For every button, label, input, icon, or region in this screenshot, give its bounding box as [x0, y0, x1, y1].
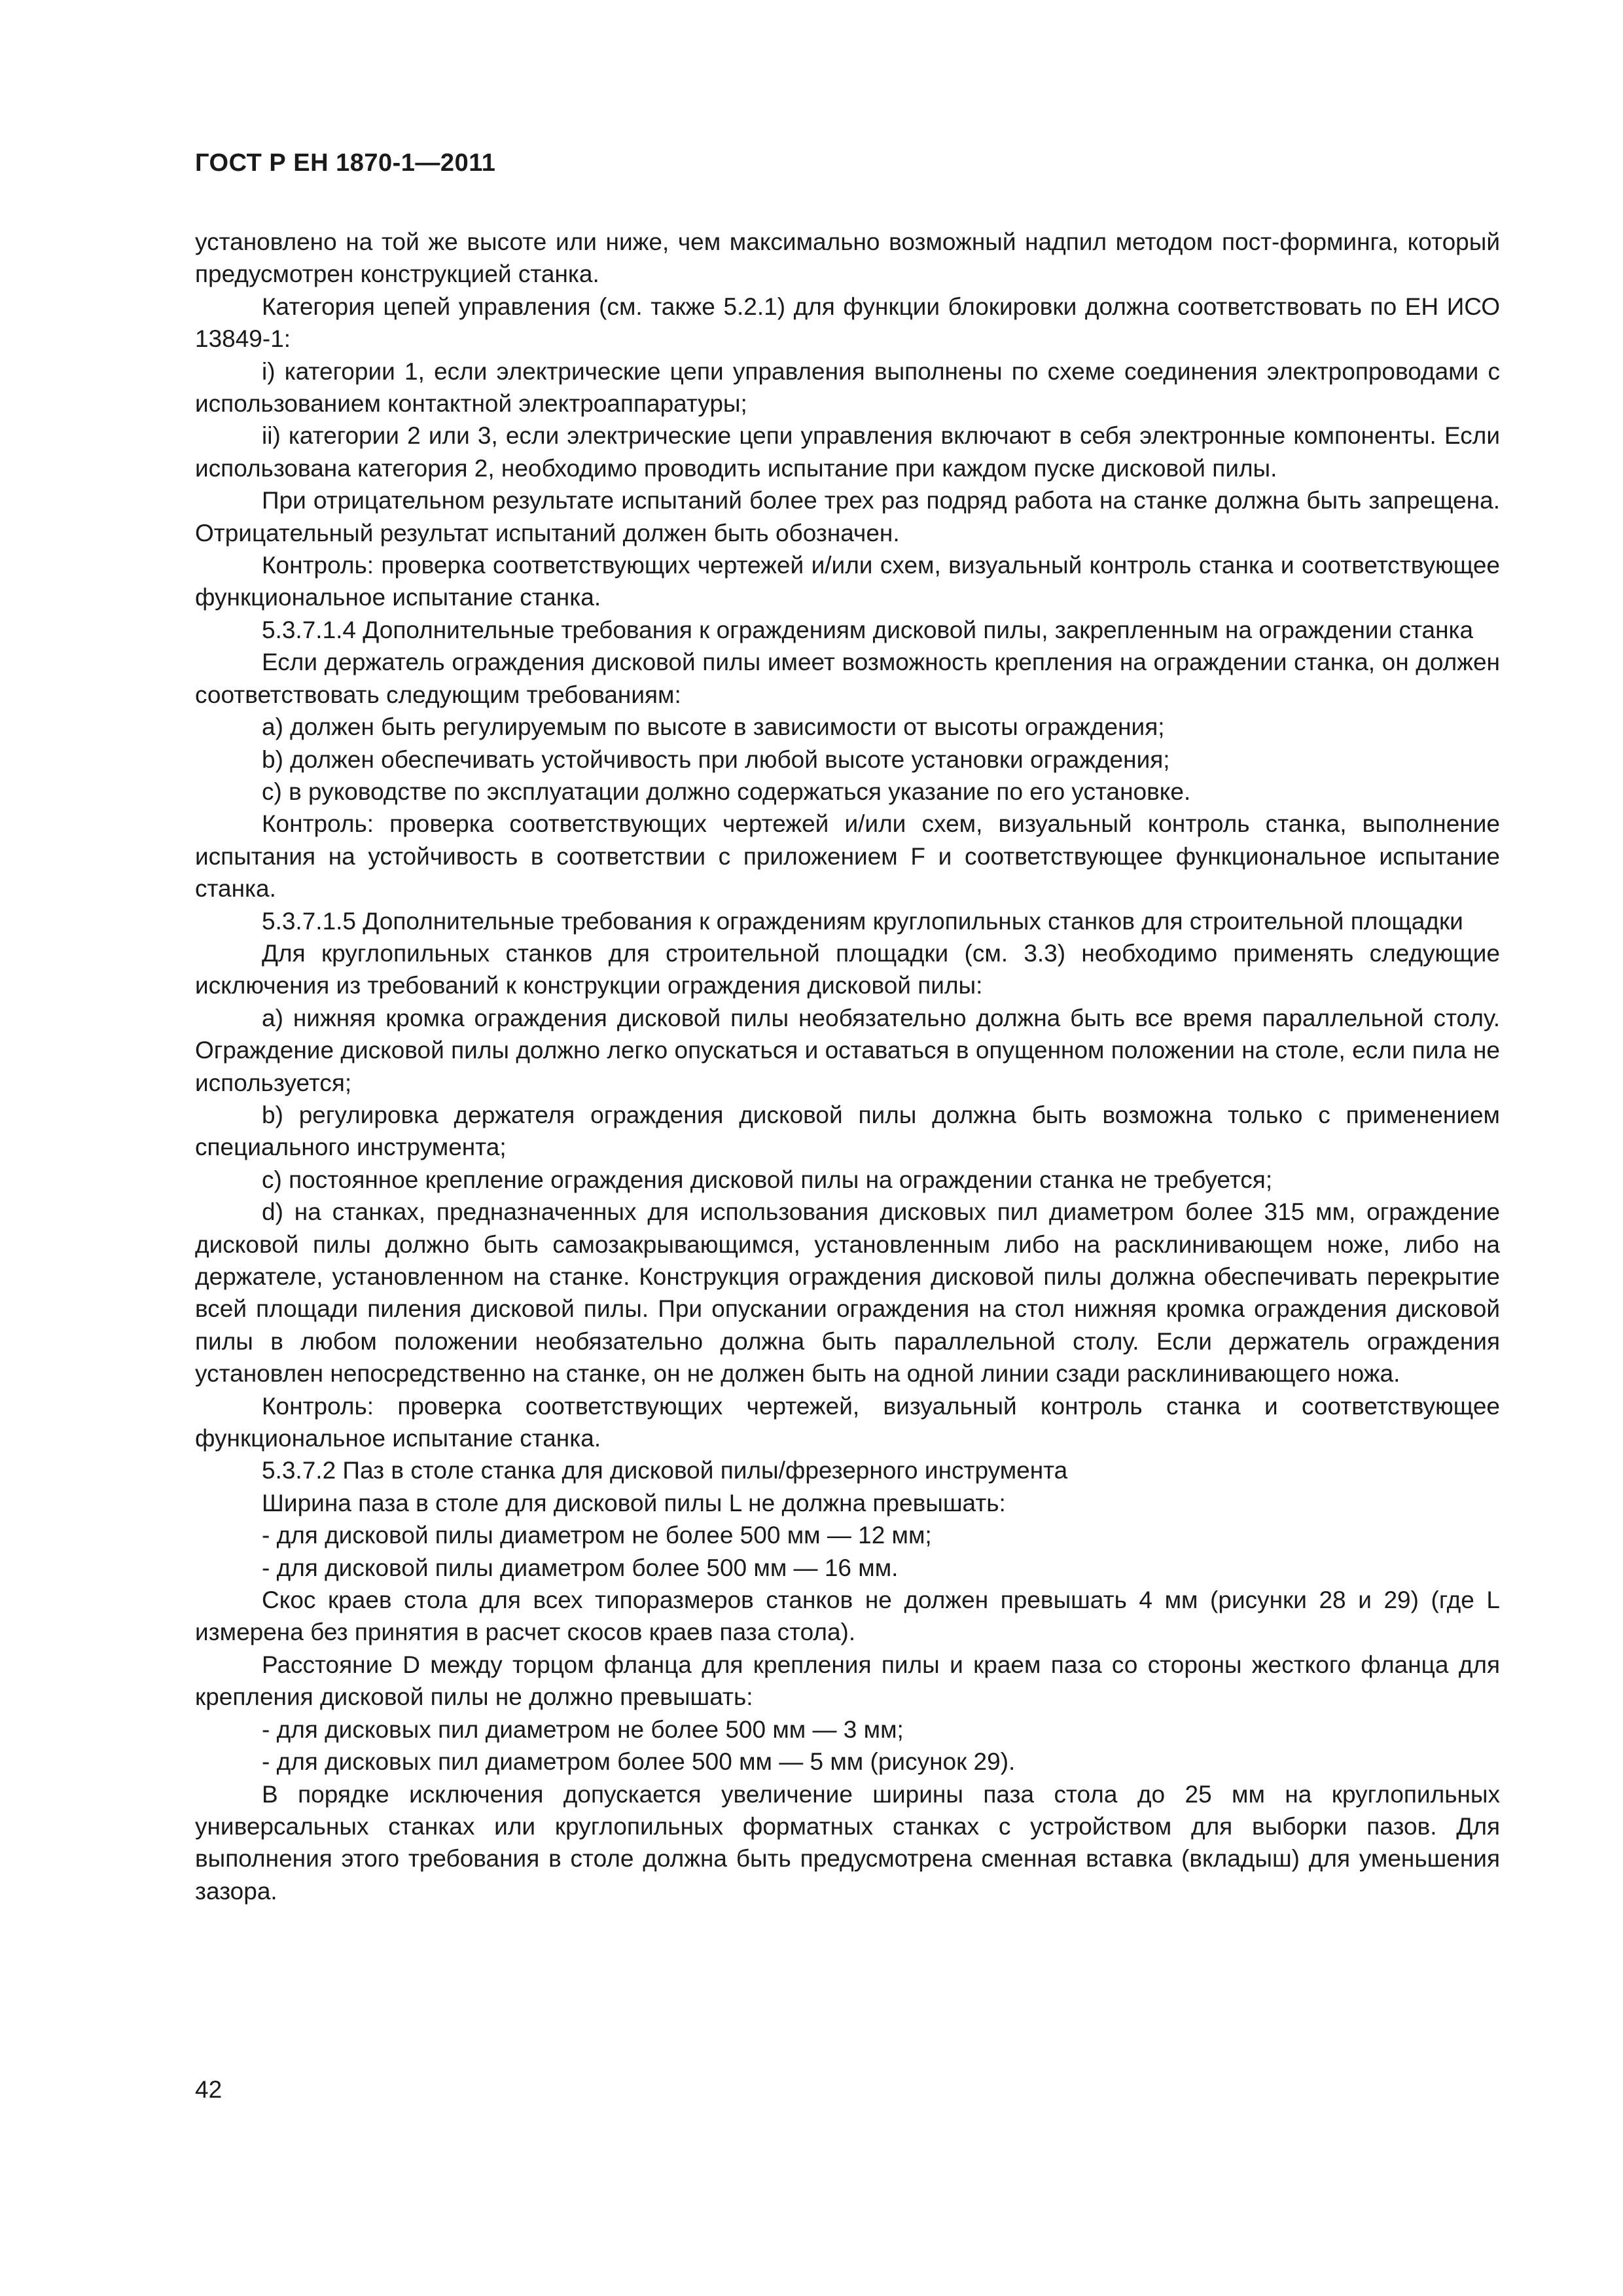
paragraph: Ширина паза в столе для дисковой пилы L не должна превышать: [262, 1489, 1006, 1516]
list-item: - для дисковой пилы диаметром более 500 мм — 16 мм. [262, 1554, 899, 1581]
paragraph: установлено на той же высоте или ниже, чем максимально возможный надпил методом пост-форминга, который предусмотрен конструкцией станка. [195, 228, 1500, 288]
paragraph: Для круглопильных станков для строительной площадки (см. 3.3) необходимо применять следующие исключения из требований к конструкции ограждения дисковой пилы: [195, 939, 1500, 999]
list-item: - для дисковых пил диаметром более 500 мм — 5 мм (рисунок 29). [262, 1748, 1016, 1776]
paragraph: Скос краев стола для всех типоразмеров станков не должен превышать 4 мм (рисунки 28 и 29) (где L измерена без принятия в расчет скосов краев паза стола). [195, 1587, 1500, 1646]
paragraph: Категория цепей управления (см. также 5.2.1) для функции блокировки должна соответствовать по ЕН ИСО 13849-1: [195, 293, 1500, 353]
paragraph: Если держатель ограждения дисковой пилы имеет возможность крепления на ограждении станка, он должен соответствовать следующим требованиям: [195, 649, 1500, 708]
list-item: i) категории 1, если электрические цепи управления выполнены по схеме соединения электропроводами с использованием контактной электроаппаратуры; [195, 357, 1500, 418]
control-note: Контроль: проверка соответствующих чертежей и/или схем, визуальный контроль станка, выполнение испытания на устойчивость в соответствии с приложением F и соответствующее функциональное испытание станка. [195, 810, 1500, 903]
control-note: Контроль: проверка соответствующих чертежей, визуальный контроль станка и соответствующее функциональное испытание станка. [195, 1392, 1500, 1452]
paragraph: В порядке исключения допускается увеличение ширины паза стола до 25 мм на круглопильных универсальных станках или круглопильных форматных станках с устройством для выборки пазов. Для выполнения этого требования в столе должна быть предусмотрена сменная вставка (вкладыш) для уменьшения зазора. [195, 1780, 1500, 1905]
list-item: - для дисковых пил диаметром не более 500 мм — 3 мм; [262, 1715, 904, 1743]
section-heading: 5.3.7.2 Паз в столе станка для дисковой пилы/фрезерного инструмента [262, 1457, 1068, 1484]
list-item: b) регулировка держателя ограждения дисковой пилы должна быть возможна только с применением специального инструмента; [195, 1101, 1500, 1161]
list-item: a) нижняя кромка ограждения дисковой пилы необязательно должна быть все время параллельной столу. Ограждение дисковой пилы должно легко опускаться и оставаться в опущенном положении на столе, если пила не используется; [195, 1004, 1500, 1096]
paragraph: При отрицательном результате испытаний более трех раз подряд работа на станке должна быть запрещена. Отрицательный результат испытаний должен быть обозначен. [195, 487, 1500, 547]
list-item: - для дисковой пилы диаметром не более 500 мм — 12 мм; [262, 1522, 932, 1549]
section-heading: 5.3.7.1.5 Дополнительные требования к ограждениям круглопильных станков для строительной площадки [262, 907, 1463, 935]
page-number: 42 [195, 2076, 223, 2103]
list-item: ii) категории 2 или 3, если электрические цепи управления включают в себя электронные компоненты. Если использована категория 2, необходимо проводить испытание при каждом пуске дисковой пилы. [195, 422, 1500, 482]
section-heading: 5.3.7.1.4 Дополнительные требования к ограждениям дисковой пилы, закрепленным на ограждении станка [262, 616, 1474, 643]
list-item: c) постоянное крепление ограждения дисковой пилы на ограждении станка не требуется; [262, 1166, 1273, 1193]
list-item: b) должен обеспечивать устойчивость при любой высоте установки ограждения; [262, 745, 1170, 773]
paragraph: Расстояние D между торцом фланца для крепления пилы и краем паза со стороны жесткого фланца для крепления дисковой пилы не должно превышать: [195, 1651, 1500, 1711]
document-header: ГОСТ Р ЕН 1870-1—2011 [195, 149, 496, 177]
document-body [195, 226, 1500, 1907]
list-item: d) на станках, предназначенных для использования дисковых пил диаметром более 315 мм, ограждение дисковой пилы должно быть самозакрывающимся, установленным либо на расклинивающем ноже, либо на держателе, установленном на станке. Конструкция ограждения дисковой пилы должна обеспечивать перекрытие всей площади пиления дисковой пилы. При опускании ограждения на стол нижняя кромка ограждения дисковой пилы в любом положении необязательно должна быть параллельной столу. Если держатель ограждения установлен непосредственно на станке, он не должен быть на одной линии сзади расклинивающего ножа. [195, 1198, 1500, 1388]
control-note: Контроль: проверка соответствующих чертежей и/или схем, визуальный контроль станка и соответствующее функциональное испытание станка. [195, 552, 1500, 611]
list-item: c) в руководстве по эксплуатации должно содержаться указание по его установке. [262, 778, 1191, 805]
list-item: a) должен быть регулируемым по высоте в зависимости от высоты ограждения; [262, 713, 1165, 741]
